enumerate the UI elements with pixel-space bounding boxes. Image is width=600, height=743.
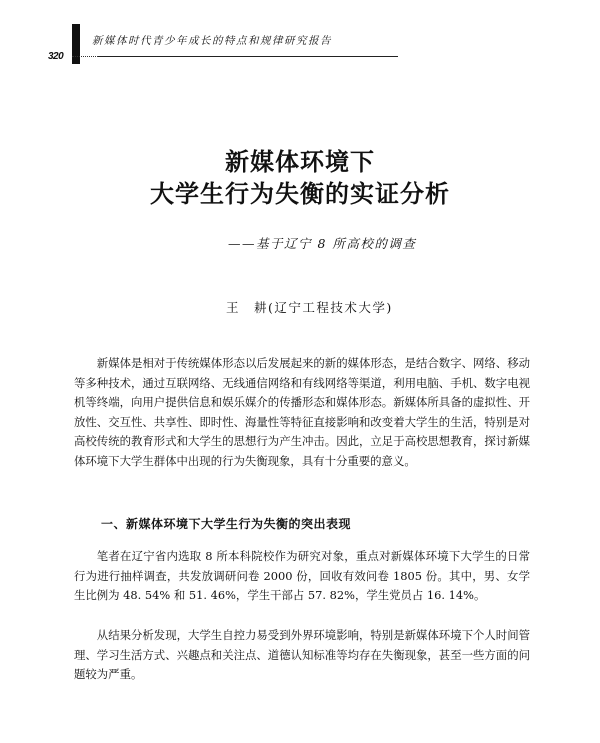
article-subtitle: ——基于辽宁 8 所高校的调查 <box>228 236 417 251</box>
article-title-line1: 新媒体环境下 <box>225 147 375 176</box>
header-rule <box>98 56 398 57</box>
body-paragraph-2: 从结果分析发现，大学生自控力易受到外界环境影响，特别是新媒体环境下个人时间管理、学习生活方式、兴趣点和关注点、道德认知标准等均存在失衡现象，甚至一些方面的问题较为严重。 <box>74 628 530 682</box>
running-header: 新媒体时代青少年成长的特点和规律研究报告 <box>92 35 332 47</box>
header-rule-dotted <box>72 56 98 57</box>
body-paragraph-1: 笔者在辽宁省内选取 8 所本科院校作为研究对象，重点对新媒体环境下大学生的日常行为进行抽样调查，共发放调研问卷 2000 份，回收有效问卷 1805 份。其中，男、女学生比例为 48. 54% 和 51. 46%，学生干部占 57. 82%，学生党员占 16. 14%。 <box>74 549 530 603</box>
page-number: 320 <box>48 51 64 62</box>
section-heading: 一、新媒体环境下大学生行为失衡的突出表现 <box>101 517 352 531</box>
article-title-line2: 大学生行为失衡的实证分析 <box>150 179 450 208</box>
intro-paragraph: 新媒体是相对于传统媒体形态以后发展起来的新的媒体形态，是结合数字、网络、移动等多种技术，通过互联网络、无线通信网络和有线网络等渠道，利用电脑、手机、数字电视机等终端，向用户提供信息和娱乐媒介的传播形态和媒体形态。新媒体所具备的虚拟性、开放性、交互性、共享性、即时性、海量性等特征直接影响和改变着大学生的生活，特别是对高校传统的教育形式和大学生的思想行为产生冲击。因此，立足于高校思想教育，探讨新媒体环境下大学生群体中出现的行为失衡现象，具有十分重要的意义。 <box>74 356 530 468</box>
author-line: 王 耕(辽宁工程技术大学) <box>226 300 393 315</box>
header-decor-bar <box>72 24 80 64</box>
